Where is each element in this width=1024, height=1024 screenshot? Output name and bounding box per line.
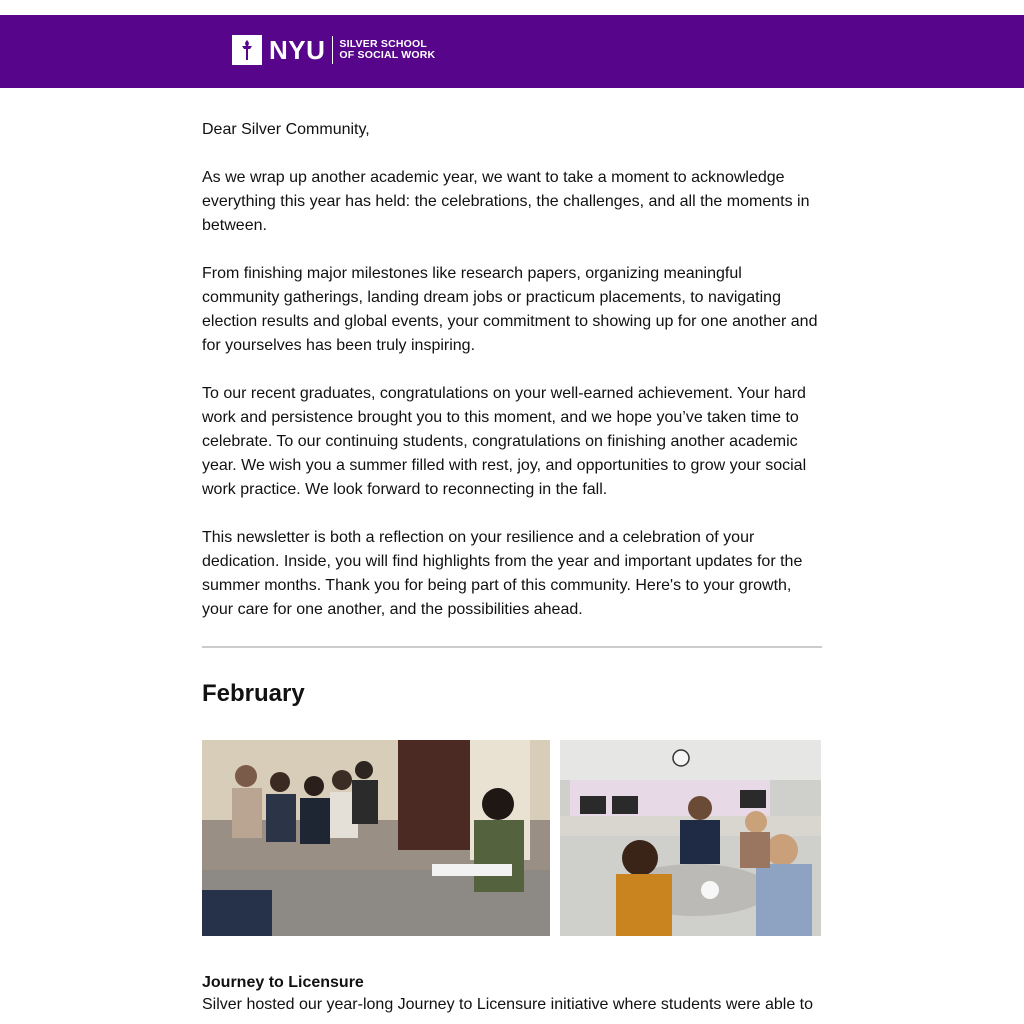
paragraph-4: This newsletter is both a reflection on your resilience and a celebration of your dedication. Inside, you will find highlights from the year and important updates for the summer months. Thank you for being part of this community. Here's to your growth, your care for one another, and the possibilities ahead. — [202, 529, 803, 618]
photo-row — [202, 740, 822, 936]
school-name-line2: OF SOCIAL WORK — [339, 49, 436, 61]
section-body: Silver hosted our year-long Journey to Licensure initiative where students were able to — [202, 996, 813, 1013]
nyu-silver-logo[interactable] — [232, 34, 435, 66]
nyu-wordmark: NYU — [269, 35, 326, 65]
email-header — [0, 15, 1024, 88]
photo-lunch-table[interactable] — [560, 740, 821, 936]
section-divider — [202, 646, 822, 648]
newsletter-body — [202, 118, 822, 1016]
photo-seminar-group[interactable] — [202, 740, 550, 936]
school-name-line1: SILVER SCHOOL — [339, 38, 427, 50]
greeting: Dear Silver Community, — [202, 121, 370, 138]
section-title: Journey to Licensure — [202, 974, 364, 991]
paragraph-3: To our recent graduates, congratulations on your well-earned achievement. Your hard work and persistence brought you to this moment, and we hope you’ve taken time to celebrate. To our continuing students, congratulations on finishing another academic year. We wish you a summer filled with rest, joy, and opportunities to grow your social work practice. We look forward to reconnecting in the fall. — [202, 385, 807, 498]
top-strip — [0, 0, 1024, 15]
month-heading: February — [202, 680, 305, 707]
school-name — [339, 39, 435, 61]
torch-icon — [232, 35, 262, 65]
paragraph-2: From finishing major milestones like research papers, organizing meaningful community gatherings, landing dream jobs or practicum placements, to navigating election results and global events, your commitment to showing up for one another and for yourselves has been truly inspiring. — [202, 265, 818, 354]
paragraph-1: As we wrap up another academic year, we want to take a moment to acknowledge everything this year has held: the celebrations, the challenges, and all the moments in between. — [202, 169, 810, 234]
logo-divider — [332, 36, 333, 64]
